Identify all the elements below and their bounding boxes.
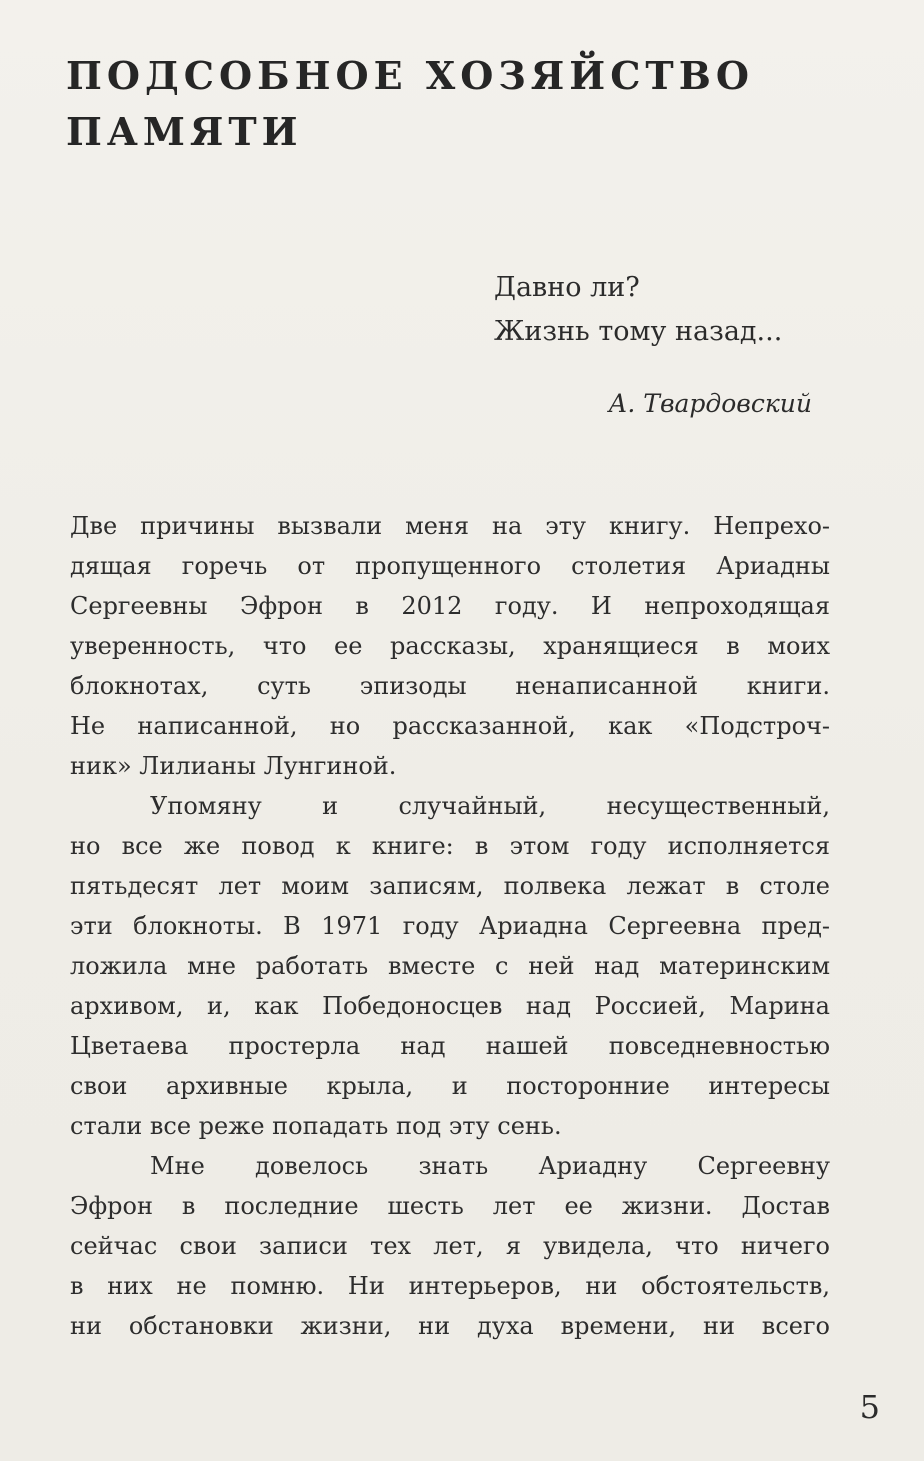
- body-line: Две причины вызвали меня на эту книгу. Непрехо-: [70, 512, 830, 540]
- epigraph-line-2: Жизнь тому назад...: [494, 316, 783, 347]
- chapter-title-line-1: ПОДСОБНОЕ ХОЗЯЙСТВО: [66, 53, 754, 98]
- body-line: сейчас свои записи тех лет, я увидела, что ничего: [70, 1232, 830, 1260]
- epigraph-line-1: Давно ли?: [494, 272, 640, 303]
- body-line: Эфрон в последние шесть лет ее жизни. Достав: [70, 1192, 830, 1220]
- body-line: Мне довелось знать Ариадну Сергеевну: [150, 1152, 830, 1180]
- body-line: эти блокноты. В 1971 году Ариадна Сергеевна пред-: [70, 912, 830, 940]
- body-line: ложила мне работать вместе с ней над материнским: [70, 952, 830, 980]
- body-line: блокнотах, суть эпизоды ненаписанной книги.: [70, 672, 830, 700]
- body-line: Упомяну и случайный, несущественный,: [150, 792, 830, 820]
- body-line: ни обстановки жизни, ни духа времени, ни всего: [70, 1312, 830, 1340]
- body-line: стали все реже попадать под эту сень.: [70, 1112, 562, 1140]
- body-line: свои архивные крыла, и посторонние интересы: [70, 1072, 830, 1100]
- page-number: 5: [859, 1388, 880, 1426]
- epigraph: [494, 266, 824, 354]
- body-line: дящая горечь от пропущенного столетия Ариадны: [70, 552, 830, 580]
- chapter-title: [66, 48, 846, 160]
- body-line: в них не помню. Ни интерьеров, ни обстоятельств,: [70, 1272, 830, 1300]
- body-line: Цветаева простерла над нашей повседневностью: [70, 1032, 830, 1060]
- chapter-title-line-2: ПАМЯТИ: [66, 109, 303, 154]
- body-line: Не написанной, но рассказанной, как «Подстроч-: [70, 712, 830, 740]
- body-line: уверенность, что ее рассказы, хранящиеся в моих: [70, 632, 830, 660]
- body-line: но все же повод к книге: в этом году исполняется: [70, 832, 830, 860]
- body-line: ник» Лилианы Лунгиной.: [70, 752, 397, 780]
- body-line: Сергеевны Эфрон в 2012 году. И непроходящая: [70, 592, 830, 620]
- body-line: архивом, и, как Победоносцев над Россией, Марина: [70, 992, 830, 1020]
- epigraph-author: А. Твардовский: [608, 389, 812, 418]
- body-text: [70, 506, 830, 1346]
- body-line: пятьдесят лет моим записям, полвека лежат в столе: [70, 872, 830, 900]
